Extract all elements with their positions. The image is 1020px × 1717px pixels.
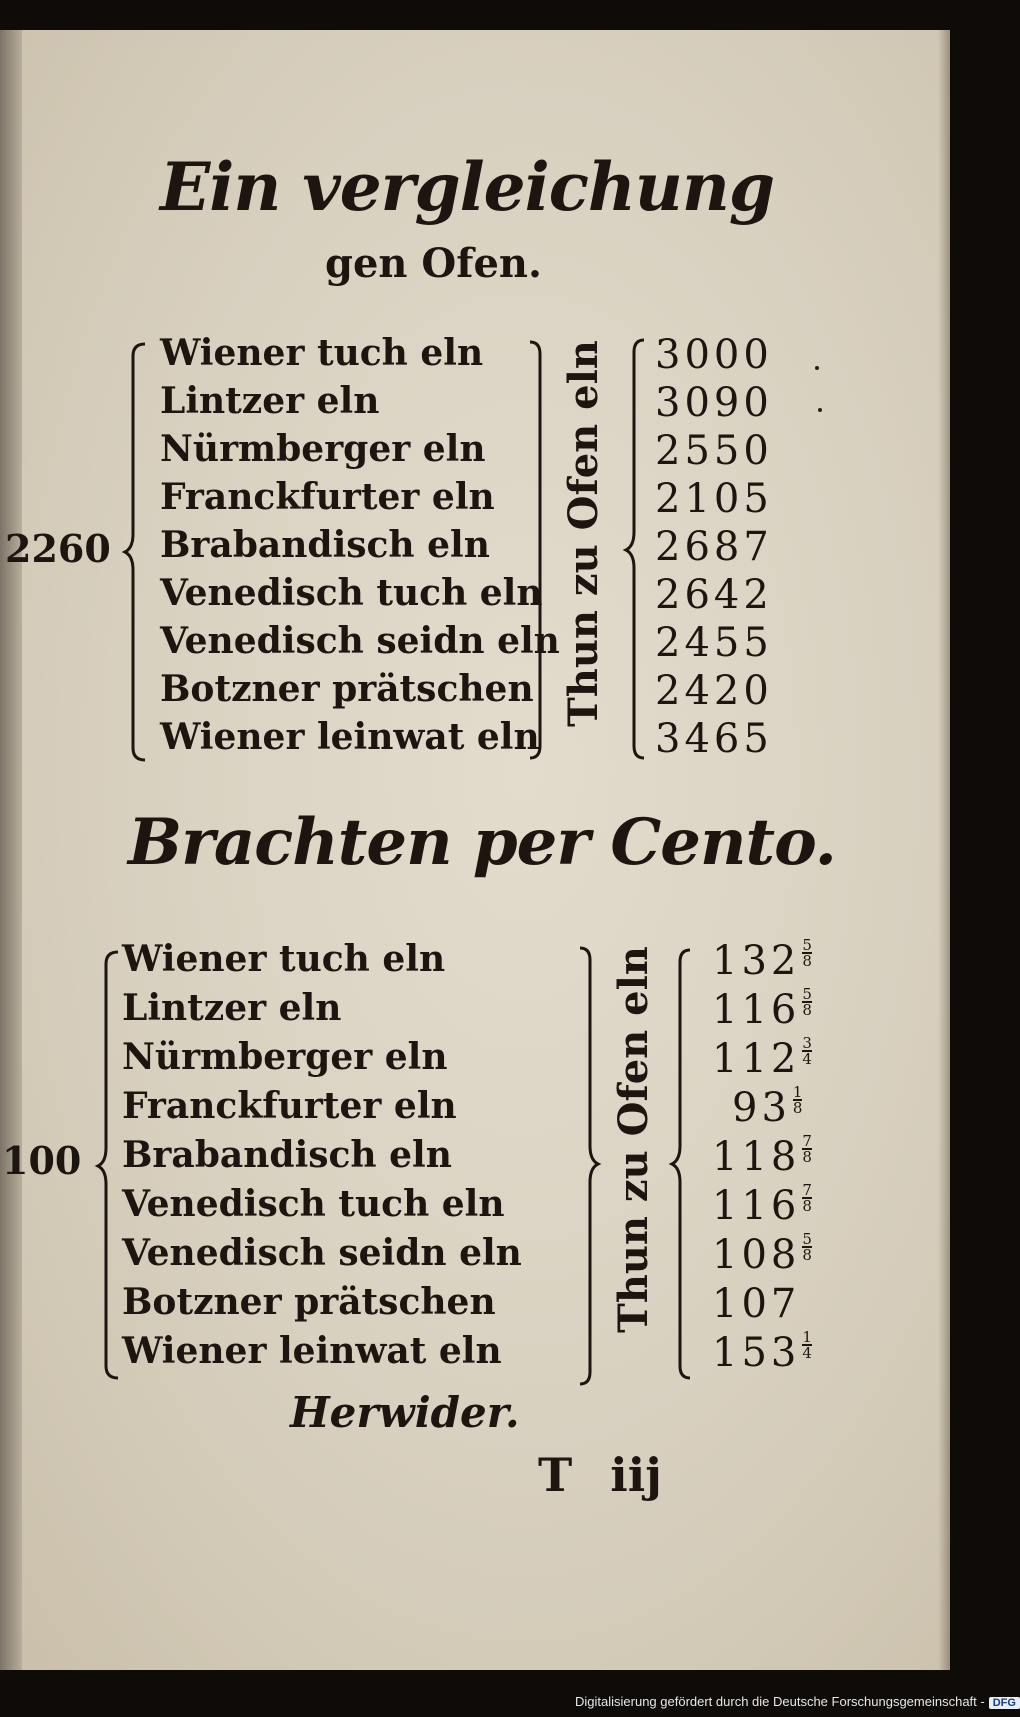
value-integer: 116 bbox=[712, 987, 801, 1033]
page-edge-shadow bbox=[938, 30, 950, 1670]
row-label: Wiener leinwat eln bbox=[160, 716, 540, 758]
fraction-numerator: 5 bbox=[802, 936, 812, 954]
row-value bbox=[712, 987, 812, 1033]
value-integer: 112 bbox=[712, 1036, 801, 1082]
fraction-numerator: 7 bbox=[802, 1132, 812, 1150]
page-title: Ein vergleichung bbox=[160, 148, 775, 226]
value-integer: 3465 bbox=[655, 716, 773, 762]
left-number-2: 100 bbox=[2, 1138, 82, 1183]
footer-text: Digitalisierung gefördert durch die Deutsche Forschungsgemeinschaft - bbox=[575, 1694, 985, 1709]
row-value bbox=[732, 1085, 802, 1131]
row-value bbox=[712, 1183, 812, 1229]
fraction-numerator: 1 bbox=[792, 1083, 803, 1101]
value-fraction bbox=[793, 1085, 803, 1115]
row-label: Franckfurter eln bbox=[122, 1085, 457, 1127]
value-integer: 2687 bbox=[655, 524, 773, 570]
row-label: Nürmberger eln bbox=[122, 1036, 448, 1078]
page-gutter bbox=[0, 30, 22, 1670]
left-number-1: 2260 bbox=[5, 526, 111, 571]
row-label: Venedisch seidn eln bbox=[122, 1232, 522, 1274]
catchword: Herwider. bbox=[290, 1388, 520, 1437]
row-value bbox=[712, 1134, 812, 1180]
row-value bbox=[655, 428, 773, 474]
fraction-denominator: 8 bbox=[802, 1197, 812, 1215]
fraction-denominator: 4 bbox=[802, 1344, 812, 1362]
row-value bbox=[655, 476, 773, 522]
value-brace-2 bbox=[670, 948, 700, 1382]
value-integer: 2420 bbox=[655, 668, 773, 714]
value-integer: 2550 bbox=[655, 428, 773, 474]
signature-mark: T iij bbox=[538, 1448, 662, 1502]
row-label: Venedisch tuch eln bbox=[160, 572, 543, 614]
value-fraction bbox=[802, 1134, 812, 1164]
row-label: Botzner prätschen bbox=[160, 668, 534, 710]
row-label: Lintzer eln bbox=[160, 380, 380, 422]
row-label: Nürmberger eln bbox=[160, 428, 486, 470]
page-subtitle: gen Ofen. bbox=[325, 240, 542, 287]
value-integer: 2642 bbox=[655, 572, 773, 618]
value-brace-1 bbox=[624, 338, 654, 762]
digitization-footer bbox=[575, 1694, 1020, 1709]
fraction-numerator: 5 bbox=[802, 1230, 812, 1248]
fraction-numerator: 7 bbox=[802, 1181, 812, 1199]
row-label: Brabandisch eln bbox=[160, 524, 490, 566]
fraction-numerator: 1 bbox=[802, 1328, 812, 1346]
row-value bbox=[655, 572, 773, 618]
value-integer: 93 bbox=[732, 1085, 791, 1131]
row-value bbox=[712, 938, 812, 984]
value-integer: 2455 bbox=[655, 620, 773, 666]
right-brace-2 bbox=[578, 946, 608, 1386]
row-value bbox=[655, 716, 773, 762]
value-fraction bbox=[802, 1232, 812, 1262]
right-bracket-1 bbox=[528, 340, 548, 760]
row-label: Wiener tuch eln bbox=[122, 938, 446, 980]
row-value bbox=[655, 620, 773, 666]
row-value bbox=[655, 380, 773, 426]
row-value bbox=[712, 1232, 812, 1278]
row-value bbox=[712, 1036, 812, 1082]
value-fraction bbox=[802, 938, 812, 968]
left-brace-1 bbox=[125, 342, 155, 762]
fraction-denominator: 8 bbox=[802, 1246, 812, 1264]
row-value bbox=[655, 332, 773, 378]
value-integer: 153 bbox=[712, 1330, 801, 1376]
value-fraction bbox=[802, 1330, 812, 1360]
book-page bbox=[0, 30, 950, 1670]
value-integer: 2105 bbox=[655, 476, 773, 522]
comparison-table-2 bbox=[0, 938, 950, 1388]
value-integer: 118 bbox=[712, 1134, 801, 1180]
value-integer: 3000 bbox=[655, 332, 773, 378]
value-integer: 108 bbox=[712, 1232, 801, 1278]
fraction-denominator: 8 bbox=[802, 1148, 812, 1166]
fraction-denominator: 4 bbox=[802, 1050, 812, 1068]
value-fraction bbox=[802, 987, 812, 1017]
section-title: Brachten per Cento. bbox=[128, 805, 836, 880]
fraction-numerator: 5 bbox=[802, 985, 812, 1003]
value-integer: 116 bbox=[712, 1183, 801, 1229]
row-value bbox=[655, 524, 773, 570]
dfg-logo: DFG bbox=[989, 1697, 1020, 1709]
row-label: Venedisch tuch eln bbox=[122, 1183, 505, 1225]
fraction-denominator: 8 bbox=[792, 1099, 803, 1117]
ink-speck bbox=[818, 408, 822, 412]
row-label: Lintzer eln bbox=[122, 987, 342, 1029]
row-label: Botzner prätschen bbox=[122, 1281, 496, 1323]
value-fraction bbox=[802, 1036, 812, 1066]
row-value bbox=[712, 1330, 812, 1376]
fraction-denominator: 8 bbox=[802, 1001, 812, 1019]
value-integer: 132 bbox=[712, 938, 801, 984]
value-integer: 107 bbox=[712, 1281, 801, 1327]
column-label-1: Thun zu Ofen eln bbox=[560, 340, 607, 727]
fraction-numerator: 3 bbox=[802, 1034, 812, 1052]
row-value bbox=[712, 1281, 800, 1327]
row-label: Brabandisch eln bbox=[122, 1134, 452, 1176]
comparison-table-1 bbox=[0, 332, 950, 768]
value-integer: 3090 bbox=[655, 380, 773, 426]
row-value bbox=[655, 668, 773, 714]
value-fraction bbox=[802, 1183, 812, 1213]
row-label: Franckfurter eln bbox=[160, 476, 495, 518]
row-label: Wiener tuch eln bbox=[160, 332, 484, 374]
column-label-2: Thun zu Ofen eln bbox=[610, 946, 657, 1333]
row-label: Wiener leinwat eln bbox=[122, 1330, 502, 1372]
fraction-denominator: 8 bbox=[802, 952, 812, 970]
row-label: Venedisch seidn eln bbox=[160, 620, 560, 662]
ink-speck bbox=[815, 366, 819, 370]
